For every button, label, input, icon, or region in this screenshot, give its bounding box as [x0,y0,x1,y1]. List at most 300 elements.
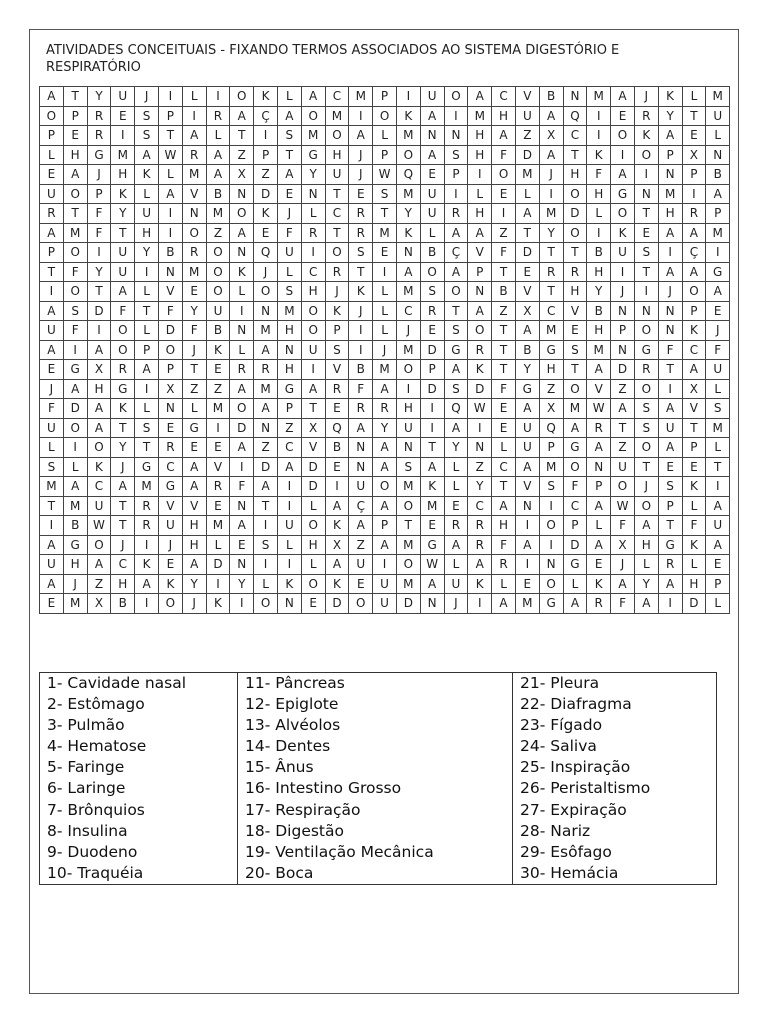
grid-cell[interactable]: N [230,496,254,516]
grid-cell[interactable]: R [87,106,111,126]
grid-cell[interactable]: N [182,204,206,224]
grid-cell[interactable]: O [444,87,468,107]
grid-cell[interactable]: A [444,262,468,282]
grid-cell[interactable]: N [539,555,563,575]
grid-cell[interactable]: A [444,535,468,555]
grid-cell[interactable]: F [682,516,706,536]
grid-cell[interactable]: I [539,535,563,555]
grid-cell[interactable]: T [682,418,706,438]
grid-cell[interactable]: H [182,516,206,536]
grid-cell[interactable]: Q [563,106,587,126]
grid-cell[interactable]: E [254,223,278,243]
grid-cell[interactable]: J [87,165,111,185]
grid-cell[interactable]: X [158,379,182,399]
grid-cell[interactable]: I [230,594,254,614]
grid-cell[interactable]: A [658,574,682,594]
grid-cell[interactable]: D [230,418,254,438]
grid-cell[interactable]: H [563,282,587,302]
grid-cell[interactable]: O [111,321,135,341]
grid-cell[interactable]: A [587,535,611,555]
grid-cell[interactable]: I [396,87,420,107]
grid-cell[interactable]: H [539,360,563,380]
grid-cell[interactable]: J [611,555,635,575]
grid-cell[interactable]: G [63,360,87,380]
grid-cell[interactable]: A [634,516,658,536]
grid-cell[interactable]: Y [87,87,111,107]
grid-cell[interactable]: D [396,594,420,614]
grid-cell[interactable]: L [515,184,539,204]
grid-cell[interactable]: T [492,360,516,380]
grid-cell[interactable]: Z [206,223,230,243]
grid-cell[interactable]: A [230,516,254,536]
grid-cell[interactable]: A [587,438,611,458]
grid-cell[interactable]: O [611,477,635,497]
grid-cell[interactable]: O [230,87,254,107]
grid-cell[interactable]: S [539,477,563,497]
grid-cell[interactable]: H [301,535,325,555]
grid-cell[interactable]: K [658,87,682,107]
grid-cell[interactable]: I [444,184,468,204]
grid-cell[interactable]: I [277,496,301,516]
grid-cell[interactable]: U [515,438,539,458]
grid-cell[interactable]: H [277,360,301,380]
grid-cell[interactable]: L [373,301,397,321]
grid-cell[interactable]: E [40,594,64,614]
grid-cell[interactable]: A [682,262,706,282]
grid-cell[interactable]: U [611,457,635,477]
grid-cell[interactable]: Y [587,282,611,302]
grid-cell[interactable]: M [277,301,301,321]
grid-cell[interactable]: P [682,438,706,458]
grid-cell[interactable]: N [230,184,254,204]
grid-cell[interactable]: T [63,204,87,224]
grid-cell[interactable]: O [40,106,64,126]
grid-cell[interactable]: H [682,574,706,594]
grid-cell[interactable]: E [206,360,230,380]
grid-cell[interactable]: L [277,535,301,555]
grid-cell[interactable]: U [373,574,397,594]
grid-cell[interactable]: J [111,457,135,477]
grid-cell[interactable]: I [135,379,159,399]
grid-cell[interactable]: O [158,340,182,360]
grid-cell[interactable]: I [658,594,682,614]
grid-cell[interactable]: Z [468,457,492,477]
grid-cell[interactable]: I [611,262,635,282]
grid-cell[interactable]: C [111,555,135,575]
grid-cell[interactable]: T [658,516,682,536]
grid-cell[interactable]: N [611,340,635,360]
grid-cell[interactable]: Y [396,204,420,224]
grid-cell[interactable]: E [658,457,682,477]
grid-cell[interactable]: T [277,145,301,165]
grid-cell[interactable]: R [468,516,492,536]
grid-cell[interactable]: D [254,457,278,477]
grid-cell[interactable]: D [325,594,349,614]
grid-cell[interactable]: B [515,340,539,360]
grid-cell[interactable]: I [658,379,682,399]
grid-cell[interactable]: D [158,321,182,341]
grid-cell[interactable]: N [301,184,325,204]
grid-cell[interactable]: L [182,399,206,419]
grid-cell[interactable]: I [325,477,349,497]
grid-cell[interactable]: E [420,165,444,185]
grid-cell[interactable]: A [658,223,682,243]
grid-cell[interactable]: L [587,516,611,536]
grid-cell[interactable]: H [658,204,682,224]
grid-cell[interactable]: F [158,301,182,321]
grid-cell[interactable]: H [587,321,611,341]
grid-cell[interactable]: A [658,438,682,458]
grid-cell[interactable]: T [634,204,658,224]
grid-cell[interactable]: I [230,457,254,477]
grid-cell[interactable]: D [563,204,587,224]
grid-cell[interactable]: Y [182,574,206,594]
grid-cell[interactable]: T [373,204,397,224]
grid-cell[interactable]: O [63,184,87,204]
grid-cell[interactable]: A [634,594,658,614]
grid-cell[interactable]: N [230,321,254,341]
grid-cell[interactable]: I [158,87,182,107]
grid-cell[interactable]: Y [230,574,254,594]
grid-cell[interactable]: S [135,106,159,126]
grid-cell[interactable]: O [634,496,658,516]
grid-cell[interactable]: R [468,535,492,555]
grid-cell[interactable]: E [420,321,444,341]
grid-cell[interactable]: N [230,243,254,263]
grid-cell[interactable]: P [682,301,706,321]
grid-cell[interactable]: S [706,399,730,419]
grid-cell[interactable]: K [158,574,182,594]
grid-cell[interactable]: N [658,301,682,321]
grid-cell[interactable]: B [111,594,135,614]
grid-cell[interactable]: F [492,535,516,555]
grid-cell[interactable]: J [634,87,658,107]
grid-cell[interactable]: N [254,301,278,321]
grid-cell[interactable]: E [158,555,182,575]
grid-cell[interactable]: G [277,379,301,399]
grid-cell[interactable]: E [515,574,539,594]
grid-cell[interactable]: O [325,243,349,263]
grid-cell[interactable]: A [682,360,706,380]
grid-cell[interactable]: U [135,204,159,224]
grid-cell[interactable]: U [658,418,682,438]
grid-cell[interactable]: A [706,535,730,555]
grid-cell[interactable]: F [349,379,373,399]
grid-cell[interactable]: N [444,126,468,146]
grid-cell[interactable]: U [206,301,230,321]
grid-cell[interactable]: U [277,516,301,536]
grid-cell[interactable]: C [301,262,325,282]
grid-cell[interactable]: B [349,360,373,380]
grid-cell[interactable]: R [135,496,159,516]
grid-cell[interactable]: E [349,184,373,204]
grid-cell[interactable]: Ç [254,106,278,126]
grid-cell[interactable]: V [515,87,539,107]
grid-cell[interactable]: R [206,477,230,497]
grid-cell[interactable]: S [444,321,468,341]
grid-cell[interactable]: A [373,496,397,516]
grid-cell[interactable]: D [301,477,325,497]
grid-cell[interactable]: B [206,321,230,341]
grid-cell[interactable]: P [373,145,397,165]
grid-cell[interactable]: M [396,184,420,204]
grid-cell[interactable]: O [611,204,635,224]
grid-cell[interactable]: N [563,87,587,107]
grid-cell[interactable]: I [658,243,682,263]
grid-cell[interactable]: A [277,457,301,477]
grid-cell[interactable]: Q [396,165,420,185]
grid-cell[interactable]: H [87,379,111,399]
grid-cell[interactable]: S [373,184,397,204]
grid-cell[interactable]: P [420,360,444,380]
grid-cell[interactable]: O [634,438,658,458]
grid-cell[interactable]: S [634,243,658,263]
grid-cell[interactable]: I [468,165,492,185]
grid-cell[interactable]: Y [301,165,325,185]
grid-cell[interactable]: Y [111,438,135,458]
grid-cell[interactable]: A [611,399,635,419]
grid-cell[interactable]: P [277,399,301,419]
grid-cell[interactable]: O [373,477,397,497]
grid-cell[interactable]: D [563,535,587,555]
grid-cell[interactable]: M [396,535,420,555]
grid-cell[interactable]: G [611,184,635,204]
grid-cell[interactable]: K [420,477,444,497]
grid-cell[interactable]: A [135,360,159,380]
grid-cell[interactable]: J [539,165,563,185]
grid-cell[interactable]: H [301,282,325,302]
grid-cell[interactable]: O [254,594,278,614]
grid-cell[interactable]: V [468,243,492,263]
grid-cell[interactable]: S [40,457,64,477]
grid-cell[interactable]: Y [658,106,682,126]
grid-cell[interactable]: M [539,457,563,477]
grid-cell[interactable]: A [373,457,397,477]
grid-cell[interactable]: V [325,360,349,380]
grid-cell[interactable]: Ç [682,243,706,263]
grid-cell[interactable]: X [539,126,563,146]
grid-cell[interactable]: L [254,574,278,594]
grid-cell[interactable]: C [396,301,420,321]
grid-cell[interactable]: A [420,106,444,126]
grid-cell[interactable]: A [492,594,516,614]
grid-cell[interactable]: I [539,496,563,516]
grid-cell[interactable]: S [135,126,159,146]
grid-cell[interactable]: R [539,262,563,282]
grid-cell[interactable]: K [254,87,278,107]
grid-cell[interactable]: A [444,223,468,243]
grid-cell[interactable]: K [587,574,611,594]
grid-cell[interactable]: A [515,321,539,341]
grid-cell[interactable]: A [135,574,159,594]
grid-cell[interactable]: A [444,360,468,380]
grid-cell[interactable]: F [40,399,64,419]
grid-cell[interactable]: L [682,87,706,107]
grid-cell[interactable]: O [63,418,87,438]
grid-cell[interactable]: A [611,165,635,185]
grid-cell[interactable]: F [563,477,587,497]
grid-cell[interactable]: V [301,438,325,458]
grid-cell[interactable]: N [515,496,539,516]
grid-cell[interactable]: E [182,438,206,458]
grid-cell[interactable]: M [349,87,373,107]
grid-cell[interactable]: A [420,145,444,165]
grid-cell[interactable]: Z [206,379,230,399]
grid-cell[interactable]: B [63,516,87,536]
grid-cell[interactable]: L [135,321,159,341]
grid-cell[interactable]: M [182,262,206,282]
grid-cell[interactable]: P [87,184,111,204]
grid-cell[interactable]: F [492,243,516,263]
grid-cell[interactable]: A [706,282,730,302]
grid-cell[interactable]: K [682,535,706,555]
grid-cell[interactable]: V [158,282,182,302]
grid-cell[interactable]: J [373,340,397,360]
grid-cell[interactable]: R [254,360,278,380]
grid-cell[interactable]: I [444,106,468,126]
grid-cell[interactable]: O [634,379,658,399]
grid-cell[interactable]: K [135,165,159,185]
grid-cell[interactable]: M [396,477,420,497]
grid-cell[interactable]: N [277,594,301,614]
grid-cell[interactable]: N [634,184,658,204]
grid-cell[interactable]: K [468,574,492,594]
grid-cell[interactable]: P [325,321,349,341]
grid-cell[interactable]: J [40,379,64,399]
grid-cell[interactable]: O [563,223,587,243]
grid-cell[interactable]: A [63,379,87,399]
grid-cell[interactable]: U [444,574,468,594]
grid-cell[interactable]: T [158,126,182,146]
grid-cell[interactable]: I [111,126,135,146]
grid-cell[interactable]: O [301,301,325,321]
grid-cell[interactable]: A [63,477,87,497]
grid-cell[interactable]: H [111,165,135,185]
grid-cell[interactable]: D [301,457,325,477]
grid-cell[interactable]: I [254,516,278,536]
grid-cell[interactable]: W [87,516,111,536]
grid-cell[interactable]: R [468,340,492,360]
grid-cell[interactable]: I [373,555,397,575]
grid-cell[interactable]: P [63,106,87,126]
grid-cell[interactable]: J [325,282,349,302]
grid-cell[interactable]: I [206,87,230,107]
grid-cell[interactable]: T [539,282,563,302]
grid-cell[interactable]: A [325,555,349,575]
grid-cell[interactable]: A [254,399,278,419]
grid-cell[interactable]: F [611,594,635,614]
grid-cell[interactable]: A [468,87,492,107]
grid-cell[interactable]: S [254,535,278,555]
grid-cell[interactable]: L [420,223,444,243]
grid-cell[interactable]: I [396,379,420,399]
grid-cell[interactable]: M [206,516,230,536]
grid-cell[interactable]: H [135,223,159,243]
grid-cell[interactable]: A [658,262,682,282]
grid-cell[interactable]: L [492,438,516,458]
grid-cell[interactable]: P [611,321,635,341]
grid-cell[interactable]: T [539,243,563,263]
grid-cell[interactable]: M [539,321,563,341]
grid-cell[interactable]: J [444,594,468,614]
grid-cell[interactable]: P [587,477,611,497]
grid-cell[interactable]: P [254,145,278,165]
grid-cell[interactable]: A [396,262,420,282]
grid-cell[interactable]: T [349,262,373,282]
grid-cell[interactable]: M [396,126,420,146]
grid-cell[interactable]: D [515,145,539,165]
grid-cell[interactable]: G [706,262,730,282]
grid-cell[interactable]: O [563,457,587,477]
grid-cell[interactable]: I [87,243,111,263]
grid-cell[interactable]: U [706,106,730,126]
grid-cell[interactable]: A [658,126,682,146]
grid-cell[interactable]: X [87,360,111,380]
grid-cell[interactable]: V [563,301,587,321]
grid-cell[interactable]: U [111,262,135,282]
grid-cell[interactable]: L [182,87,206,107]
grid-cell[interactable]: R [444,516,468,536]
grid-cell[interactable]: L [706,126,730,146]
grid-cell[interactable]: E [515,262,539,282]
grid-cell[interactable]: B [420,243,444,263]
grid-cell[interactable]: T [706,457,730,477]
grid-cell[interactable]: O [563,379,587,399]
grid-cell[interactable]: I [515,555,539,575]
grid-cell[interactable]: A [515,535,539,555]
grid-cell[interactable]: H [182,535,206,555]
grid-cell[interactable]: B [587,243,611,263]
grid-cell[interactable]: A [87,340,111,360]
grid-cell[interactable]: Y [539,223,563,243]
grid-cell[interactable]: I [87,321,111,341]
grid-cell[interactable]: O [301,516,325,536]
grid-cell[interactable]: N [420,594,444,614]
grid-cell[interactable]: E [325,399,349,419]
grid-cell[interactable]: H [634,535,658,555]
grid-cell[interactable]: A [349,516,373,536]
grid-cell[interactable]: Y [515,360,539,380]
grid-cell[interactable]: D [420,340,444,360]
grid-cell[interactable]: J [158,535,182,555]
grid-cell[interactable]: R [40,204,64,224]
grid-cell[interactable]: K [135,555,159,575]
grid-cell[interactable]: I [515,516,539,536]
grid-cell[interactable]: H [325,145,349,165]
grid-cell[interactable]: S [349,243,373,263]
grid-cell[interactable]: T [444,301,468,321]
grid-cell[interactable]: A [373,535,397,555]
grid-cell[interactable]: S [277,282,301,302]
grid-cell[interactable]: O [373,106,397,126]
grid-cell[interactable]: T [63,87,87,107]
grid-cell[interactable]: A [420,457,444,477]
grid-cell[interactable]: X [682,379,706,399]
grid-cell[interactable]: O [230,399,254,419]
grid-cell[interactable]: V [206,457,230,477]
grid-cell[interactable]: U [87,496,111,516]
grid-cell[interactable]: U [373,594,397,614]
grid-cell[interactable]: E [206,496,230,516]
grid-cell[interactable]: M [706,223,730,243]
grid-cell[interactable]: L [206,126,230,146]
grid-cell[interactable]: A [468,301,492,321]
grid-cell[interactable]: I [301,360,325,380]
grid-cell[interactable]: E [182,282,206,302]
grid-cell[interactable]: F [87,223,111,243]
grid-cell[interactable]: U [40,418,64,438]
grid-cell[interactable]: A [230,438,254,458]
